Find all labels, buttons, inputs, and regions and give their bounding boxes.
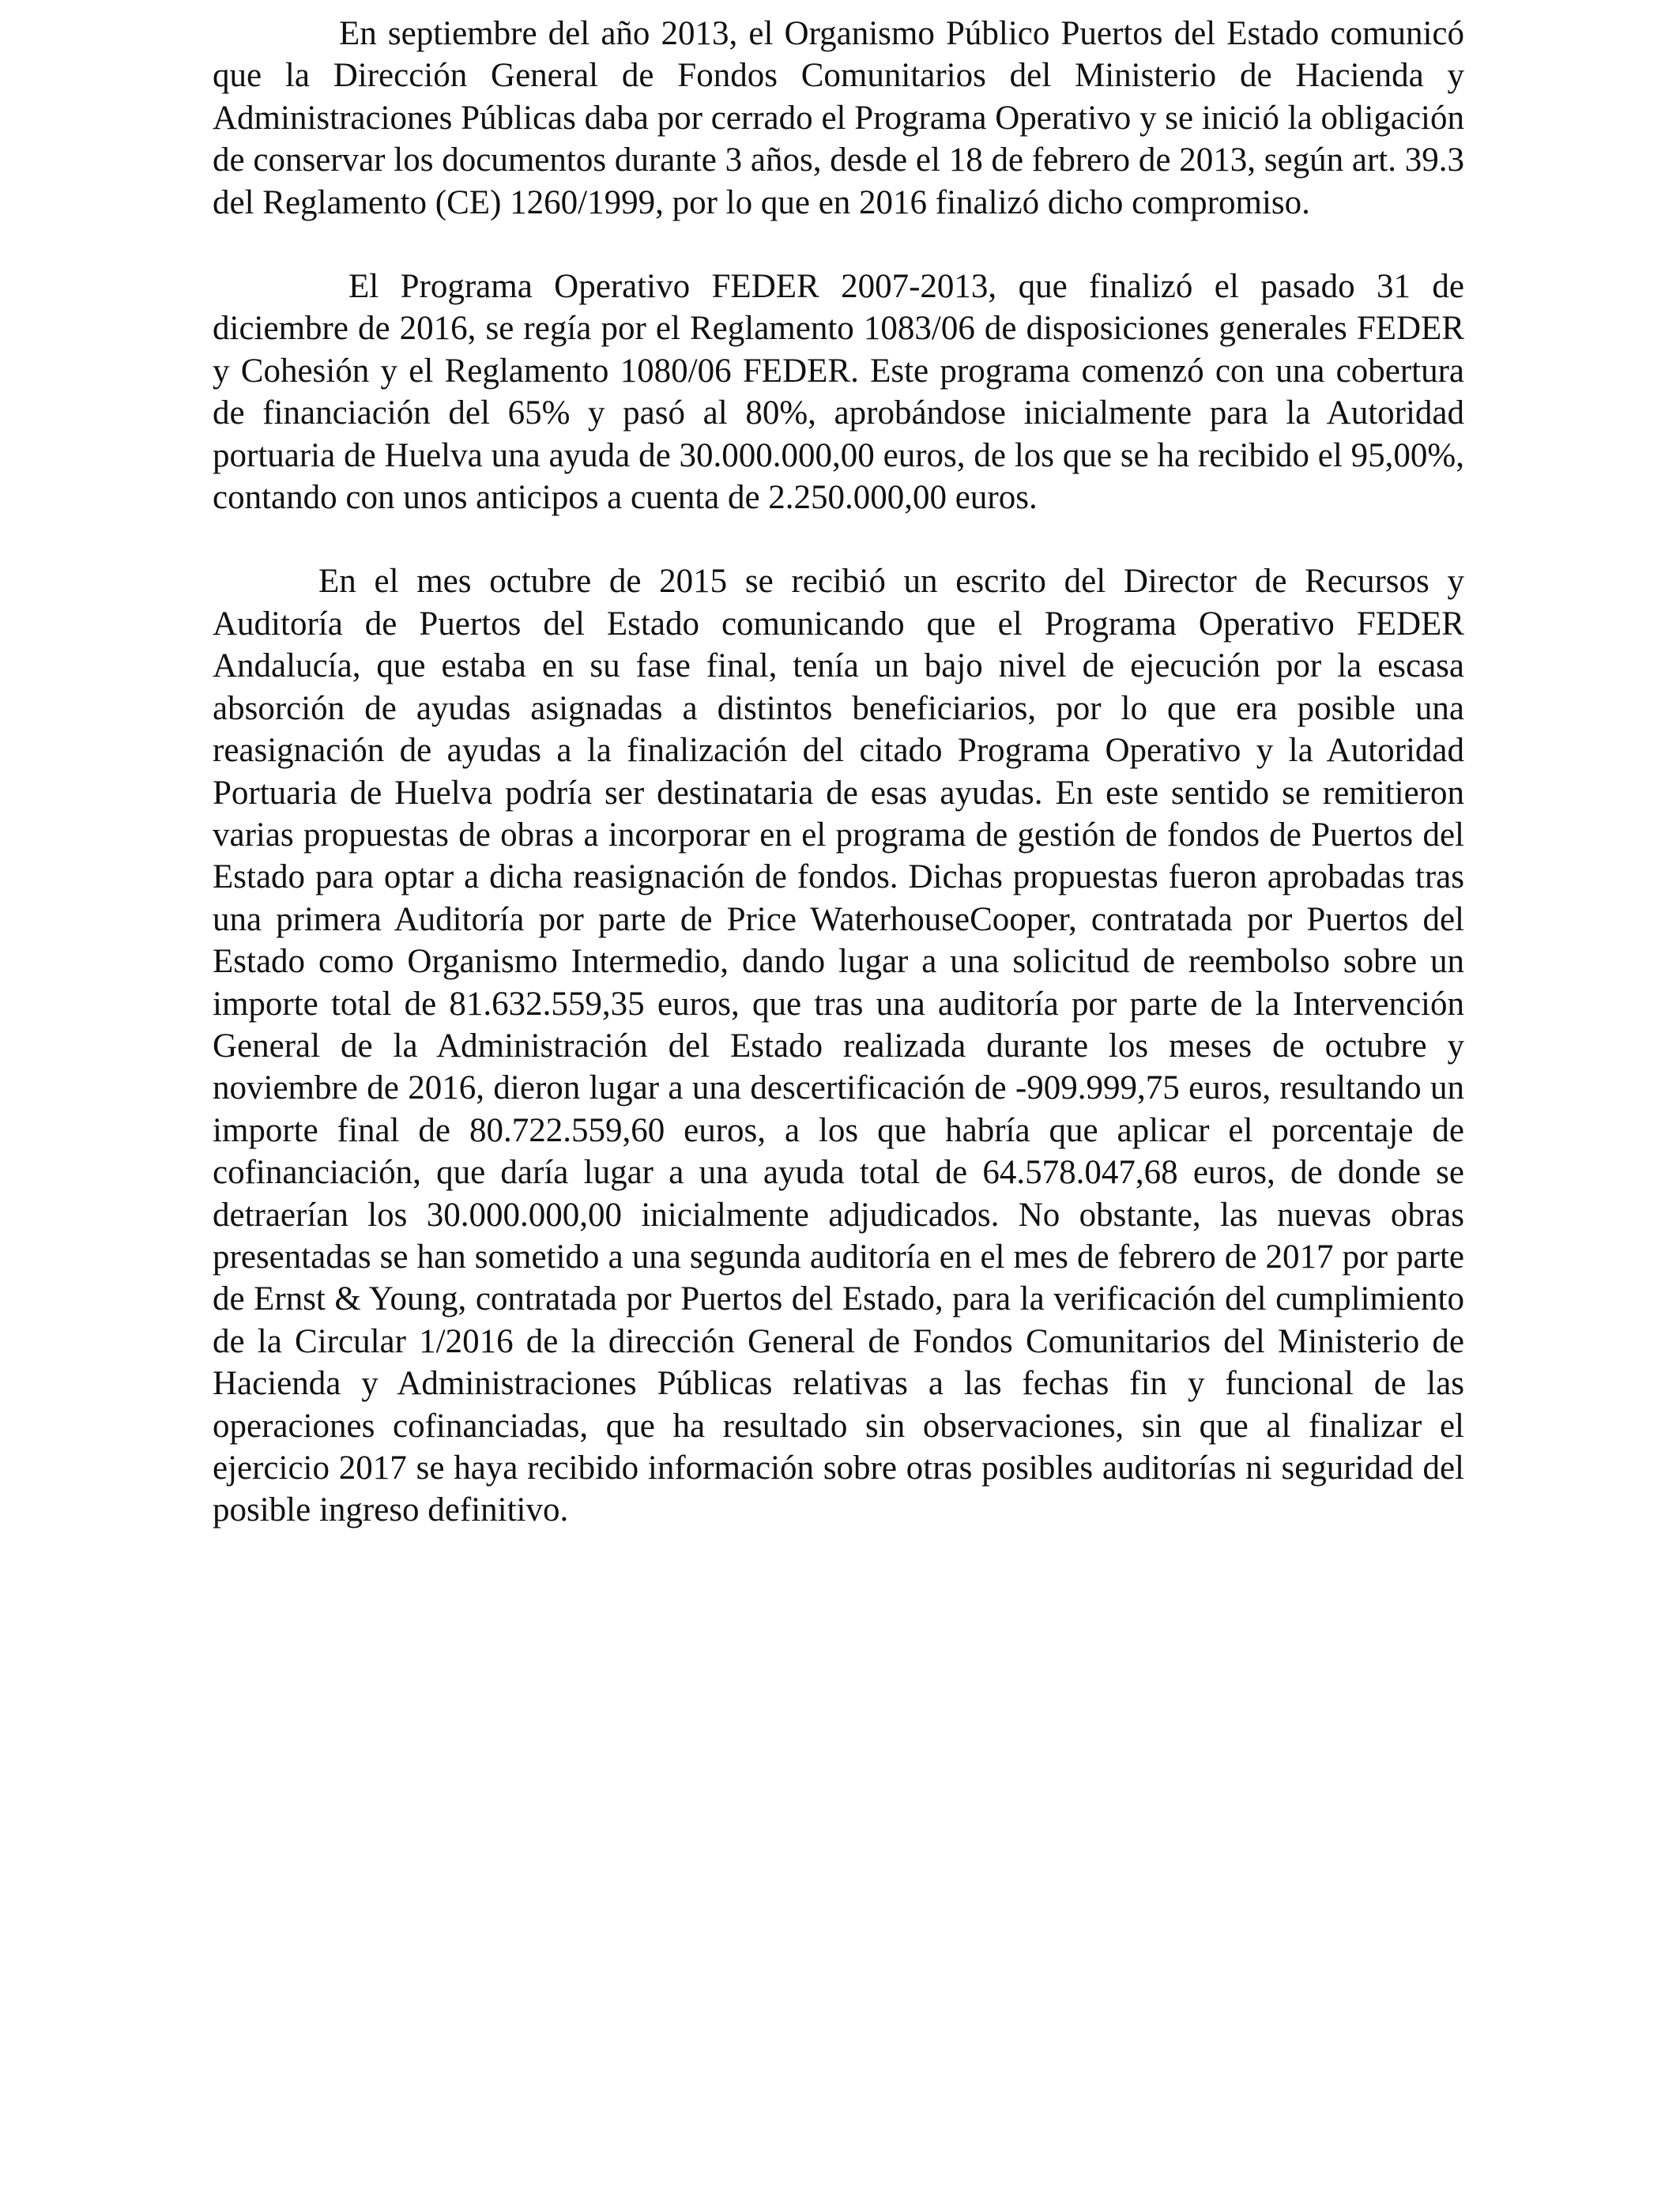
paragraph-reasignacion-ayudas: En el mes octubre de 2015 se recibió un escrito del Director de Recursos y Auditoría de Puertos del Estado comunicando que el Programa Operativo FEDER Andalucía, que estaba en su fase final, tenía un bajo nivel de ejecución por la escasa absorción de ayudas asignadas a distintos beneficiarios, por lo que era posible una reasignación de ayudas a la finalización del citado Programa Operativo y la Autoridad Portuaria de Huelva podría ser destinataria de esas ayudas. En este sentido se remitieron varias propuestas de obras a incorporar en el programa de gestión de fondos de Puertos del Estado para optar a dicha reasignación de fondos. Dichas propuestas fueron aprobadas tras una primera Auditoría por parte de Price WaterhouseCooper, contratada por Puertos del Estado como Organismo Intermedio, dando lugar a una solicitud de reembolso sobre un importe total de 81.632.559,35 euros, que tras una auditoría por parte de la Intervención General de la Administración del Estado realizada durante los meses de octubre y noviembre de 2016, dieron lugar a una descertificación de -909.999,75 euros, resultando un importe final de 80.722.559,60 euros, a los que habría que aplicar el porcentaje de cofinanciación, que daría lugar a una ayuda total de 64.578.047,68 euros, de donde se detraerían los 30.000.000,00 inicialmente adjudicados. No obstante, las nuevas obras presentadas se han sometido a una segunda auditoría en el mes de febrero de 2017 por parte de Ernst & Young, contratada por Puertos del Estado, para la verificación del cumplimiento de la Circular 1/2016 de la dirección General de Fondos Comunitarios del Ministerio de Hacienda y Administraciones Públicas relativas a las fechas fin y funcional de las operaciones cofinanciadas, que ha resultado sin observaciones, sin que al finalizar el ejercicio 2017 se haya recibido información sobre otras posibles auditorías ni seguridad del posible ingreso definitivo.	[213, 563, 1464, 1529]
paragraph-programa-operativo-cierre: En septiembre del año 2013, el Organismo Público Puertos del Estado comunicó que la Dirección General de Fondos Comunitarios del Ministerio de Hacienda y Administraciones Públicas daba por cerrado el Programa Operativo y se inició la obligación de conservar los documentos durante 3 años, desde el 18 de febrero de 2013, según art. 39.3 del Reglamento (CE) 1260/1999, por lo que en 2016 finalizó dicho compromiso.	[213, 15, 1464, 221]
paragraph-programa-feder-2007-2013: El Programa Operativo FEDER 2007-2013, que finalizó el pasado 31 de diciembre de 2016, se regía por el Reglamento 1083/06 de disposiciones generales FEDER y Cohesión y el Reglamento 1080/06 FEDER. Este programa comenzó con una cobertura de financiación del 65% y pasó al 80%, aprobándose inicialmente para la Autoridad portuaria de Huelva una ayuda de 30.000.000,00 euros, de los que se ha recibido el 95,00%, contando con unos anticipos a cuenta de 2.250.000,00 euros.	[213, 268, 1464, 517]
document-body	[213, 13, 1464, 1532]
